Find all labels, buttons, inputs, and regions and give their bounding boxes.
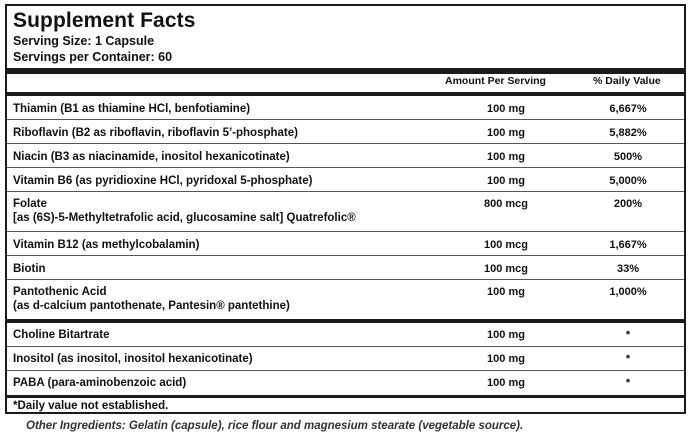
nutrient-name-detail: (as d-calcium pantothenate, Pantesin® pantethine) (13, 300, 290, 312)
column-header-daily-value: % Daily Value (593, 75, 661, 87)
nutrient-name: Choline Bitartrate (13, 329, 110, 341)
nutrient-name: Riboflavin (B2 as riboflavin, riboflavin 5’-phosphate) (13, 127, 298, 139)
nutrient-name: Inositol (as inositol, inositol hexanicotinate) (13, 353, 253, 365)
table-row (7, 371, 684, 395)
thick-divider-top (7, 68, 684, 74)
nutrient-name: Vitamin B6 (as pyridioxine HCl, pyridoxal 5-phosphate) (13, 175, 313, 187)
table-row (7, 96, 684, 120)
panel-title: Supplement Facts (13, 9, 196, 32)
nutrient-amount: 100 mg (487, 127, 525, 139)
nutrient-amount: 100 mg (487, 286, 525, 298)
nutrient-daily-value: 500% (613, 151, 643, 163)
nutrient-name: Folate (13, 198, 47, 210)
nutrient-amount: 100 mg (487, 103, 525, 115)
nutrient-daily-value: 6,667% (609, 103, 647, 115)
footnote: *Daily value not established. (13, 400, 169, 412)
serving-size: Serving Size: 1 Capsule (13, 34, 155, 48)
table-row (7, 256, 684, 280)
nutrient-daily-value: 1,000% (609, 286, 647, 298)
nutrient-name-detail: [as (6S)-5-Methyltetrafolic acid, glucosamine salt] Quatrefolic® (13, 212, 356, 224)
nutrient-daily-value: 200% (613, 198, 643, 210)
nutrient-amount: 800 mcg (483, 198, 529, 210)
nutrient-daily-value: * (625, 377, 631, 389)
nutrient-name: Vitamin B12 (as methylcobalamin) (13, 239, 200, 251)
nutrient-name: Thiamin (B1 as thiamine HCl, benfotiamine) (13, 103, 251, 115)
nutrient-amount: 100 mg (487, 175, 525, 187)
nutrient-daily-value: * (625, 353, 631, 365)
supplement-facts-panel (5, 4, 686, 414)
table-row (7, 192, 684, 232)
column-header-amount: Amount Per Serving (445, 75, 546, 87)
thick-divider-bottom (7, 395, 684, 398)
table-row (7, 232, 684, 256)
table-row (7, 347, 684, 371)
nutrient-amount: 100 mg (487, 329, 525, 341)
nutrient-amount: 100 mcg (483, 239, 529, 251)
table-row (7, 168, 684, 192)
table-row (7, 280, 684, 319)
other-ingredients: Other Ingredients: Gelatin (capsule), rice flour and magnesium stearate (vegetable source). (26, 420, 524, 432)
nutrient-daily-value: 33% (616, 263, 640, 275)
table-row (7, 323, 684, 347)
nutrient-name: Pantothenic Acid (13, 286, 107, 298)
nutrient-name: Biotin (13, 263, 46, 275)
nutrient-amount: 100 mg (487, 377, 525, 389)
nutrient-amount: 100 mg (487, 353, 525, 365)
nutrient-daily-value: 5,882% (609, 127, 647, 139)
nutrient-amount: 100 mcg (483, 263, 529, 275)
nutrient-daily-value: 1,667% (609, 239, 647, 251)
nutrient-daily-value: 5,000% (609, 175, 647, 187)
nutrient-name: Niacin (B3 as niacinamide, inositol hexanicotinate) (13, 151, 290, 163)
table-row (7, 144, 684, 168)
nutrient-daily-value: * (625, 329, 631, 341)
table-row (7, 120, 684, 144)
nutrient-name: PABA (para-aminobenzoic acid) (13, 377, 187, 389)
nutrient-amount: 100 mg (487, 151, 525, 163)
servings-per-container: Servings per Container: 60 (13, 50, 173, 64)
